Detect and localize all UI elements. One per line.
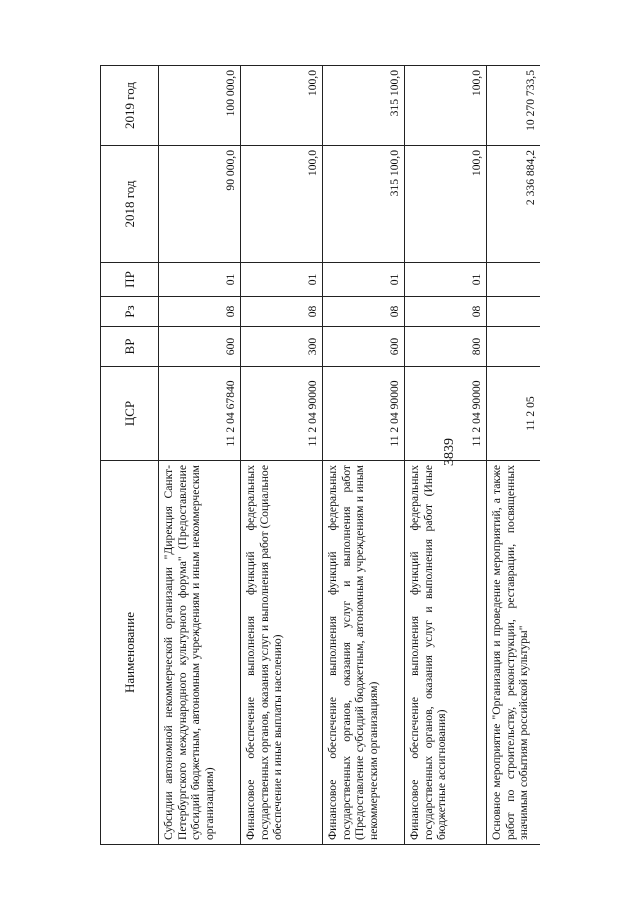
row-3-pr: 01 <box>323 262 405 296</box>
row-2-vr: 300 <box>241 326 323 366</box>
row-4-2018: 100,0 <box>405 145 487 262</box>
row-4-vr: 800 <box>405 326 487 366</box>
row-1-csr: 11 2 04 67840 <box>159 366 241 460</box>
row-2-pr: 01 <box>241 262 323 296</box>
row-5-rz <box>487 296 540 326</box>
row-5-csr: 11 2 05 <box>487 366 540 460</box>
row-3-name <box>323 460 405 845</box>
row-1-vr: 600 <box>159 326 241 366</box>
row-2-2018: 100,0 <box>241 145 323 262</box>
row-5-pr <box>487 262 540 296</box>
header-csr: ЦСР <box>100 366 159 460</box>
row-1-2019: 100 000,0 <box>159 65 241 145</box>
row-4-csr: 11 2 04 90000 <box>405 366 487 460</box>
row-3-rz: 08 <box>323 296 405 326</box>
row-4-name <box>405 460 487 845</box>
row-3-2018: 315 100,0 <box>323 145 405 262</box>
row-3-vr: 600 <box>323 326 405 366</box>
header-2018: 2018 год <box>100 145 159 262</box>
row-2-rz: 08 <box>241 296 323 326</box>
row-5-name-text: Основное мероприятие "Организация и проведение мероприятий, а также работ по строительству, реконструкции, реставрации, посвященных значимым событиям российской культуры" <box>490 465 530 840</box>
page-number: 3839 <box>442 438 457 466</box>
row-4-2019: 100,0 <box>405 65 487 145</box>
row-1-name <box>159 460 241 845</box>
row-3-name-text: Финансовое обеспечение выполнения функций федеральных государственных органов, оказания услуг и выполнения работ (Предоставление субсидий бюджетным, автономным учреждениям и иным некоммерческим организациям) <box>326 465 380 840</box>
header-pr: ПР <box>100 262 159 296</box>
header-rz: Рз <box>100 296 159 326</box>
row-2-name-text: Финансовое обеспечение выполнения функций федеральных государственных органов, оказания услуг и выполнения работ (Социальное обеспечение и иные выплаты населению) <box>244 465 284 840</box>
row-5-2019: 10 270 733,5 <box>487 65 540 145</box>
row-2-name <box>241 460 323 845</box>
budget-table <box>100 65 540 845</box>
row-2-csr: 11 2 04 90000 <box>241 366 323 460</box>
row-1-rz: 08 <box>159 296 241 326</box>
row-1-pr: 01 <box>159 262 241 296</box>
row-5-name <box>487 460 540 845</box>
row-3-csr: 11 2 04 90000 <box>323 366 405 460</box>
row-4-name-text: Финансовое обеспечение выполнения функций федеральных государственных органов, оказания услуг и выполнения работ (Иные бюджетные ассигнования) <box>408 465 448 840</box>
row-1-2018: 90 000,0 <box>159 145 241 262</box>
row-5-2018: 2 336 884,2 <box>487 145 540 262</box>
header-2019: 2019 год <box>100 65 159 145</box>
row-4-rz: 08 <box>405 296 487 326</box>
row-2-2019: 100,0 <box>241 65 323 145</box>
row-1-name-text: Субсидии автономной некоммерческой организации "Дирекция Санкт-Петербургского международного культурного форума" (Предоставление субсидий бюджетным, автономным учреждениям и иным некоммерческим организациям) <box>162 465 216 840</box>
header-name: Наименование <box>100 460 159 845</box>
header-vr: ВР <box>100 326 159 366</box>
row-5-vr <box>487 326 540 366</box>
row-4-pr: 01 <box>405 262 487 296</box>
budget-table-frame <box>100 65 540 845</box>
row-3-2019: 315 100,0 <box>323 65 405 145</box>
